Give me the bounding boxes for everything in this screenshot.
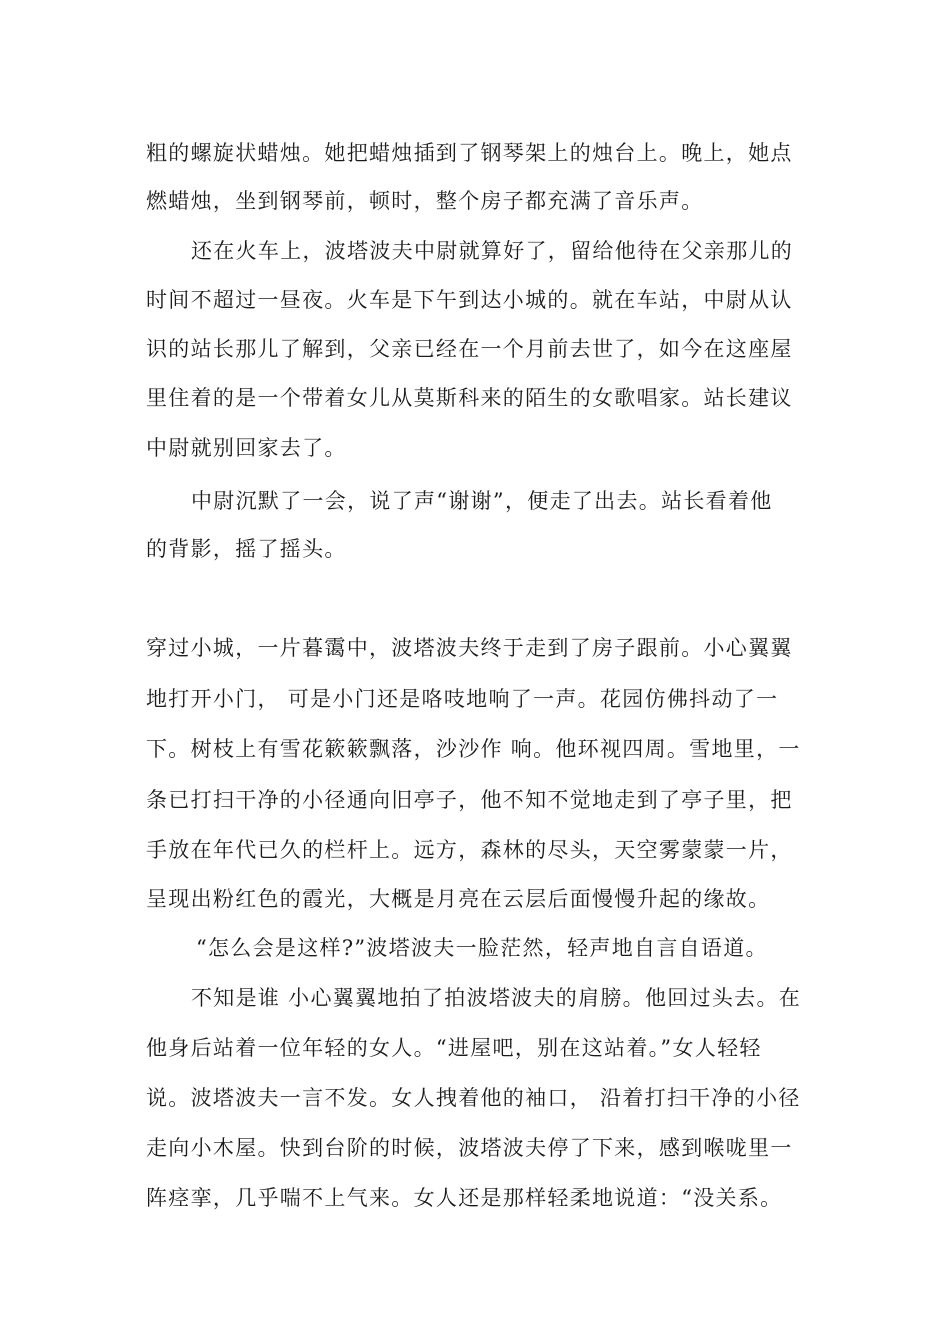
text-line: 时间不超过一昼夜。火车是下午到达小城的。就在车站，中尉从认 — [146, 288, 793, 312]
text-line: 中尉沉默了一会，说了声“谢谢”，便走了出去。站长看着他 — [191, 489, 773, 513]
text-line: “怎么会是这样?”波塔波夫一脸茫然，轻声地自言自语道。 — [196, 936, 768, 960]
text-line: 他身后站着一位年轻的女人。“进屋吧，别在这站着。”女人轻轻 — [146, 1036, 762, 1060]
text-line: 手放在年代已久的栏杆上。远方，森林的尽头，天空雾蒙蒙一片， — [146, 838, 793, 862]
text-line: 说。波塔波夫一言不发。女人拽着他的袖口， 沿着打扫干净的小径 — [146, 1086, 801, 1110]
text-line: 还在火车上，波塔波夫中尉就算好了，留给他待在父亲那儿的 — [191, 239, 794, 263]
text-line: 不知是谁 小心翼翼地拍了拍波塔波夫的肩膀。他回过头去。在 — [191, 986, 802, 1010]
text-line: 识的站长那儿了解到，父亲已经在一个月前去世了，如今在这座屋 — [146, 337, 793, 361]
text-line: 地打开小门， 可是小门还是咯吱地响了一声。花园仿佛抖动了一 — [146, 687, 779, 711]
text-line: 条已打扫干净的小径通向旧亭子，他不知不觉地走到了亭子里，把 — [146, 788, 793, 812]
text-line: 阵痉挛，几乎喘不上气来。女人还是那样轻柔地说道：“没关系。 — [146, 1186, 783, 1210]
text-line: 里住着的是一个带着女儿从莫斯科来的陌生的女歌唱家。站长建议 — [146, 386, 793, 410]
text-line: 穿过小城，一片暮霭中，波塔波夫终于走到了房子跟前。小心翼翼 — [146, 636, 793, 660]
text-line: 下。树枝上有雪花簌簌飘落，沙沙作 响。他环视四周。雪地里，一 — [146, 737, 801, 761]
text-line: 中尉就别回家去了。 — [146, 436, 347, 460]
text-line: 走向小木屋。快到台阶的时候，波塔波夫停了下来，感到喉咙里一 — [146, 1136, 793, 1160]
text-line: 粗的螺旋状蜡烛。她把蜡烛插到了钢琴架上的烛台上。晚上，她点 — [146, 141, 793, 165]
text-line: 燃蜡烛，坐到钢琴前，顿时，整个房子都充满了音乐声。 — [146, 189, 704, 213]
text-line: 呈现出粉红色的霞光，大概是月亮在云层后面慢慢升起的缘故。 — [146, 887, 771, 911]
text-line: 的背影，摇了摇头。 — [146, 537, 347, 561]
